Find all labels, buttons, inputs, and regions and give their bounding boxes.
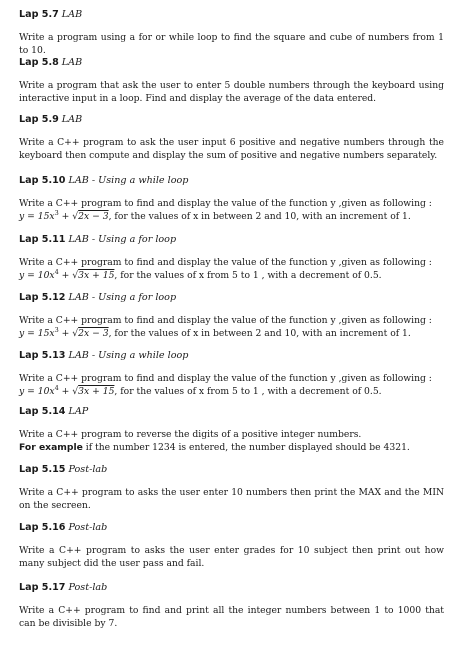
lab-section [19,522,444,570]
lab-heading [19,114,444,126]
lab-text: Write a C++ program to find and display the value of the function y ,given as following : [19,373,432,384]
lab-section [19,406,444,454]
lab-text: Write a C++ program to find and print all the integer numbers between 1 to 1000 that can be divisible by 7. [19,605,444,629]
lab-number: Lap 5.12 [19,292,66,303]
lab-text: Write a C++ program to find and display the value of the function y ,given as following : [19,198,432,209]
lab-tag: LAB [61,57,83,68]
lab-tag: LAB [61,9,83,20]
lab-section [19,350,444,398]
eq-exponent: 3 [54,325,59,334]
lab-example [19,441,444,454]
lab-number: Lap 5.7 [19,9,59,20]
example-label: For example [19,442,83,453]
eq-sqrt-sign: + √ [58,270,79,281]
lab-text: Write a C++ program to ask the user input 6 positive and negative numbers through the keyboard then compute and display the sum of positive and negative numbers separately. [19,137,444,161]
lab-section [19,57,444,105]
lab-description [19,428,444,454]
lab-tag: LAB [61,114,83,125]
lab-heading [19,350,444,362]
lab-description [19,136,444,162]
lab-heading [19,292,444,304]
lab-section [19,9,444,57]
eq-radicand: 2x − 3 [78,211,109,222]
lab-heading [19,582,444,594]
eq-term: y = 15x [19,328,55,339]
lab-heading [19,175,444,187]
lab-tag: LAB - Using a for loop [68,292,177,303]
eq-radicand: 3x + 15 [78,386,115,397]
lab-description [19,372,444,398]
eq-tail: , for the values of x from 5 to 1 , with a decrement of 0.5. [114,386,382,397]
eq-tail: , for the values of x from 5 to 1 , with a decrement of 0.5. [114,270,382,281]
lab-heading [19,522,444,534]
lab-number: Lap 5.15 [19,464,66,475]
lab-section [19,292,444,340]
lab-description [19,197,444,223]
lab-text: Write a C++ program to find and display the value of the function y ,given as following : [19,315,432,326]
lab-text: Write a C++ program to reverse the digits of a positive integer numbers. [19,429,362,440]
lab-description [19,256,444,282]
function-equation [19,269,444,282]
lab-number: Lap 5.8 [19,57,59,68]
lab-text: Write a C++ program to asks the user enter grades for 10 subject then print out how many subject did the user pass and fail. [19,545,444,569]
lab-description [19,79,444,105]
eq-sqrt-sign: + √ [58,211,79,222]
eq-exponent: 4 [54,383,59,392]
lab-section [19,464,444,512]
eq-tail: , for the values of x in between 2 and 10, with an increment of 1. [108,211,411,222]
eq-tail: , for the values of x in between 2 and 10, with an increment of 1. [108,328,411,339]
lab-section [19,234,444,282]
lab-section [19,582,444,630]
lab-tag: Post-lab [68,464,108,475]
lab-heading [19,406,444,418]
lab-number: Lap 5.17 [19,582,66,593]
lab-heading [19,464,444,476]
function-equation [19,210,444,223]
eq-exponent: 3 [54,208,59,217]
eq-term: y = 10x [19,270,55,281]
function-equation [19,385,444,398]
eq-sqrt-sign: + √ [58,386,79,397]
lab-tag: LAB - Using a for loop [68,234,177,245]
lab-section [19,114,444,162]
lab-tag: LAB - Using a while loop [68,175,189,186]
eq-term: y = 15x [19,211,55,222]
lab-number: Lap 5.13 [19,350,66,361]
function-equation [19,327,444,340]
eq-term: y = 10x [19,386,55,397]
lab-heading [19,57,444,69]
lab-description [19,486,444,512]
lab-tag: LAB - Using a while loop [68,350,189,361]
lab-description [19,314,444,340]
lab-heading [19,234,444,246]
lab-number: Lap 5.14 [19,406,66,417]
eq-sqrt-sign: + √ [58,328,79,339]
lab-text: Write a program that ask the user to enter 5 double numbers through the keyboard using interactive input in a loop. Find and display the average of the data entered. [19,80,444,104]
eq-radicand: 3x + 15 [78,270,115,281]
lab-text: Write a C++ program to asks the user enter 10 numbers then print the MAX and the MIN on the secreen. [19,487,444,511]
lab-number: Lap 5.11 [19,234,66,245]
lab-heading [19,9,444,21]
lab-text: Write a C++ program to find and display the value of the function y ,given as following : [19,257,432,268]
lab-description [19,31,444,57]
lab-tag: Post-lab [68,582,108,593]
lab-number: Lap 5.9 [19,114,59,125]
lab-section [19,175,444,223]
lab-number: Lap 5.16 [19,522,66,533]
lab-description [19,604,444,630]
lab-number: Lap 5.10 [19,175,66,186]
lab-text: Write a program using a for or while loop to find the square and cube of numbers from 1 to 10. [19,32,444,56]
lab-tag: LAP [68,406,89,417]
eq-radicand: 2x − 3 [78,328,109,339]
example-text: if the number 1234 is entered, the number displayed should be 4321. [82,442,410,453]
lab-tag: Post-lab [68,522,108,533]
eq-exponent: 4 [54,267,59,276]
lab-description [19,544,444,570]
